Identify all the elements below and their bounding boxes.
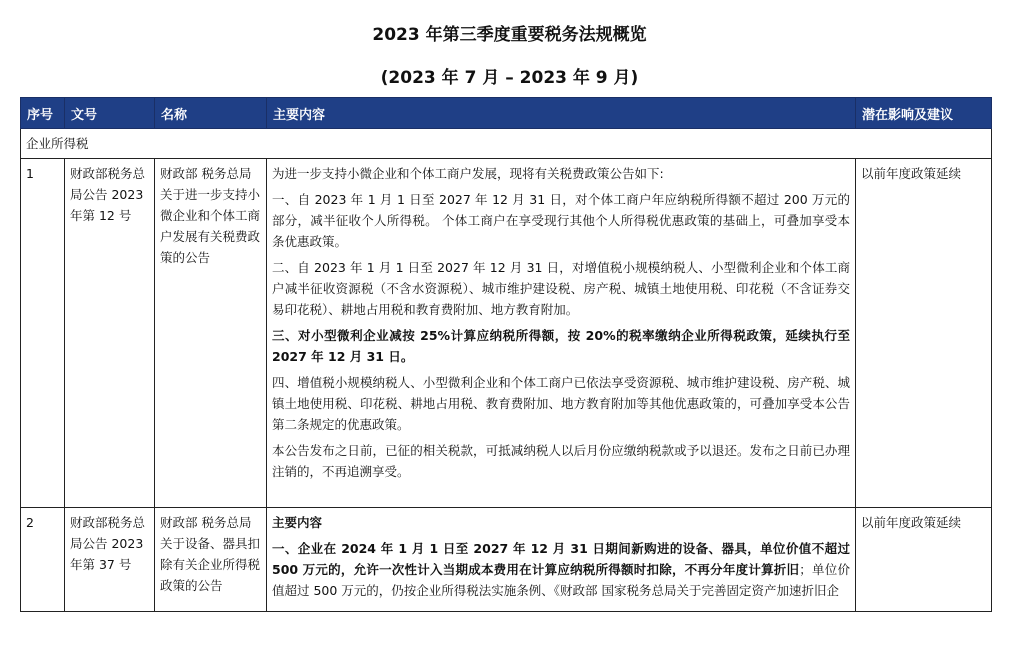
- content-paragraph: 二、自 2023 年 1 月 1 日至 2027 年 12 月 31 日，对增值税小规模纳税人、小型微利企业和个体工商户减半征收资源税（不含水资源税）、城市维护建设税、房产税、城镇土地使用税、印花税（不含证券交易印花税）、耕地占用税和教育费附加、地方教育附加。: [272, 260, 850, 317]
- table-header-row: [21, 98, 992, 129]
- content-paragraph: 本公告发布之日前，已征的相关税款，可抵减纳税人以后月份应缴纳税款或予以退还。发布之日前已办理注销的，不再追溯享受。: [272, 443, 850, 479]
- content-paragraph-bold: 三、对小型微利企业减按 25%计算应纳税所得额，按 20%的税率缴纳企业所得税政策，延续执行至 2027 年 12 月 31 日。: [272, 328, 850, 364]
- document-period: (2023 年 7 月 – 2023 年 9 月): [380, 68, 639, 88]
- row-no: 1: [21, 159, 65, 508]
- row-content: [267, 159, 856, 508]
- content-bold-span: 一、企业在 2024 年 1 月 1 日至 2027 年 12 月 31 日期间新购进的设备、器具，单位价值不超过 500 万元的，允许一次性计入当期成本费用在计算应纳税所得额时扣除，不再分年度计算折旧: [272, 541, 850, 577]
- content-heading: 主要内容: [272, 515, 323, 530]
- row-doc: 财政部税务总局公告 2023 年第 12 号: [65, 159, 155, 508]
- category-label: 企业所得税: [21, 129, 992, 159]
- content-paragraph: 为进一步支持小微企业和个体工商户发展，现将有关税费政策公告如下:: [272, 166, 664, 181]
- header-no: 序号: [21, 98, 65, 129]
- row-impact: 以前年度政策延续: [856, 159, 992, 508]
- header-impact: 潜在影响及建议: [856, 98, 992, 129]
- content-span: ；单位价值超过 500 万元的，仍按企业所得税法实施条例、《财政部 国家税务总局关于完善固定资产加速折旧企: [272, 562, 850, 598]
- header-content: 主要内容: [267, 98, 856, 129]
- row-no: 2: [21, 508, 65, 612]
- row-impact: 以前年度政策延续: [856, 508, 992, 612]
- content-paragraph: 四、增值税小规模纳税人、小型微利企业和个体工商户已依法享受资源税、城市维护建设税、房产税、城镇土地使用税、印花税、耕地占用税、教育费附加、地方教育附加等其他优惠政策的，可叠加享受本公告第二条规定的优惠政策。: [272, 375, 850, 432]
- content-paragraph: [272, 538, 850, 601]
- content-paragraph: 一、自 2023 年 1 月 1 日至 2027 年 12 月 31 日，对个体工商户年应纳税所得额不超过 200 万元的部分，减半征收个人所得税。 个体工商户在享受现行其他个人所得税优惠政策的基础上，可叠加享受本条优惠政策。: [272, 192, 850, 249]
- row-doc: 财政部税务总局公告 2023 年第 37 号: [65, 508, 155, 612]
- table-row: [21, 159, 992, 508]
- row-name: 财政部 税务总局关于进一步支持小微企业和个体工商户发展有关税费政策的公告: [155, 159, 267, 508]
- header-name: 名称: [155, 98, 267, 129]
- row-name: 财政部 税务总局关于设备、器具扣除有关企业所得税政策的公告: [155, 508, 267, 612]
- document-title: 2023 年第三季度重要税务法规概览: [372, 25, 647, 45]
- regulations-table: [20, 97, 992, 612]
- row-content: [267, 508, 856, 612]
- category-row: [21, 129, 992, 159]
- header-doc: 文号: [65, 98, 155, 129]
- table-row: [21, 508, 992, 612]
